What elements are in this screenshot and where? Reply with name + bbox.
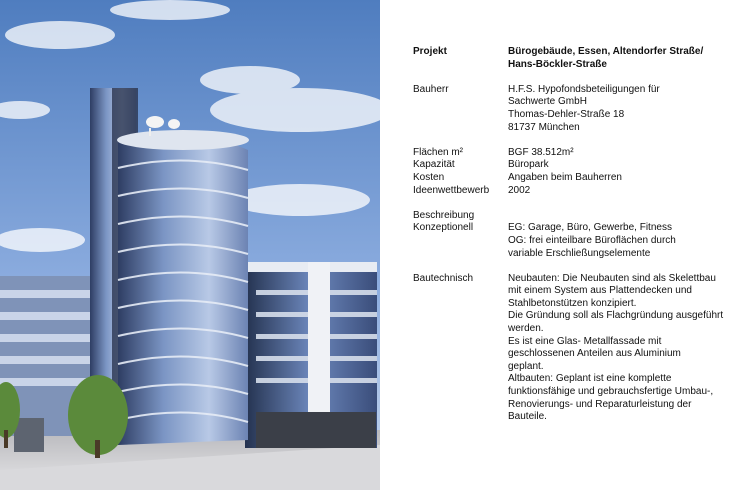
field-label: Beschreibung bbox=[413, 209, 475, 221]
field-value: Bürogebäude, Essen, Altendorfer Straße/ Hans-Böckler-Straße bbox=[508, 46, 704, 70]
field-value: H.F.S. Hypofondsbeteiligungen für Sachwerte GmbH Thomas-Dehler-Straße 18 81737 München bbox=[508, 83, 660, 133]
field-label: Projekt bbox=[413, 46, 447, 57]
field-flaechen bbox=[413, 147, 743, 160]
field-kapazitaet bbox=[413, 159, 743, 172]
field-label: Ideenwettbewerb bbox=[413, 184, 490, 196]
field-value bbox=[508, 210, 743, 223]
field-value: 2002 bbox=[508, 184, 531, 196]
field-label: Konzeptionell bbox=[413, 222, 474, 234]
field-value: Angaben beim Bauherren bbox=[508, 171, 622, 183]
field-label: Bauherr bbox=[413, 83, 449, 95]
field-label: Kapazität bbox=[413, 159, 455, 171]
field-projekt bbox=[413, 46, 743, 71]
field-value: EG: Garage, Büro, Gewerbe, Fitness OG: frei einteilbare Büroflächen durch variable Erschließungselemente bbox=[508, 222, 676, 259]
field-value: Neubauten: Die Neubauten sind als Skelettbau mit einem System aus Plattendecken und Stahlbetonstützen konzipiert. Die Gründung soll als Flachgründung ausgeführt werden. Es ist eine Glas- Metallfassade mit geschlossenen Anteilen aus Aluminium geplant. Altbauten: Geplant ist eine komplette funktionsfähige und gebrauchsfertige Umbau-, Renovierungs- und Reparaturleistung der Bauteile. bbox=[508, 272, 724, 423]
field-value: Büropark bbox=[508, 159, 549, 171]
field-beschreibung bbox=[413, 210, 743, 223]
field-bauherr bbox=[413, 84, 743, 134]
project-info bbox=[413, 46, 743, 424]
field-konzeptionell bbox=[413, 222, 743, 260]
field-value: BGF 38.512m² bbox=[508, 146, 574, 158]
field-label: Flächen m² bbox=[413, 146, 464, 158]
field-label: Bautechnisch bbox=[413, 272, 474, 284]
field-ideenwettbewerb bbox=[413, 185, 743, 198]
field-bautechnisch bbox=[413, 273, 743, 424]
field-kosten bbox=[413, 172, 743, 185]
field-label: Kosten bbox=[413, 171, 445, 183]
